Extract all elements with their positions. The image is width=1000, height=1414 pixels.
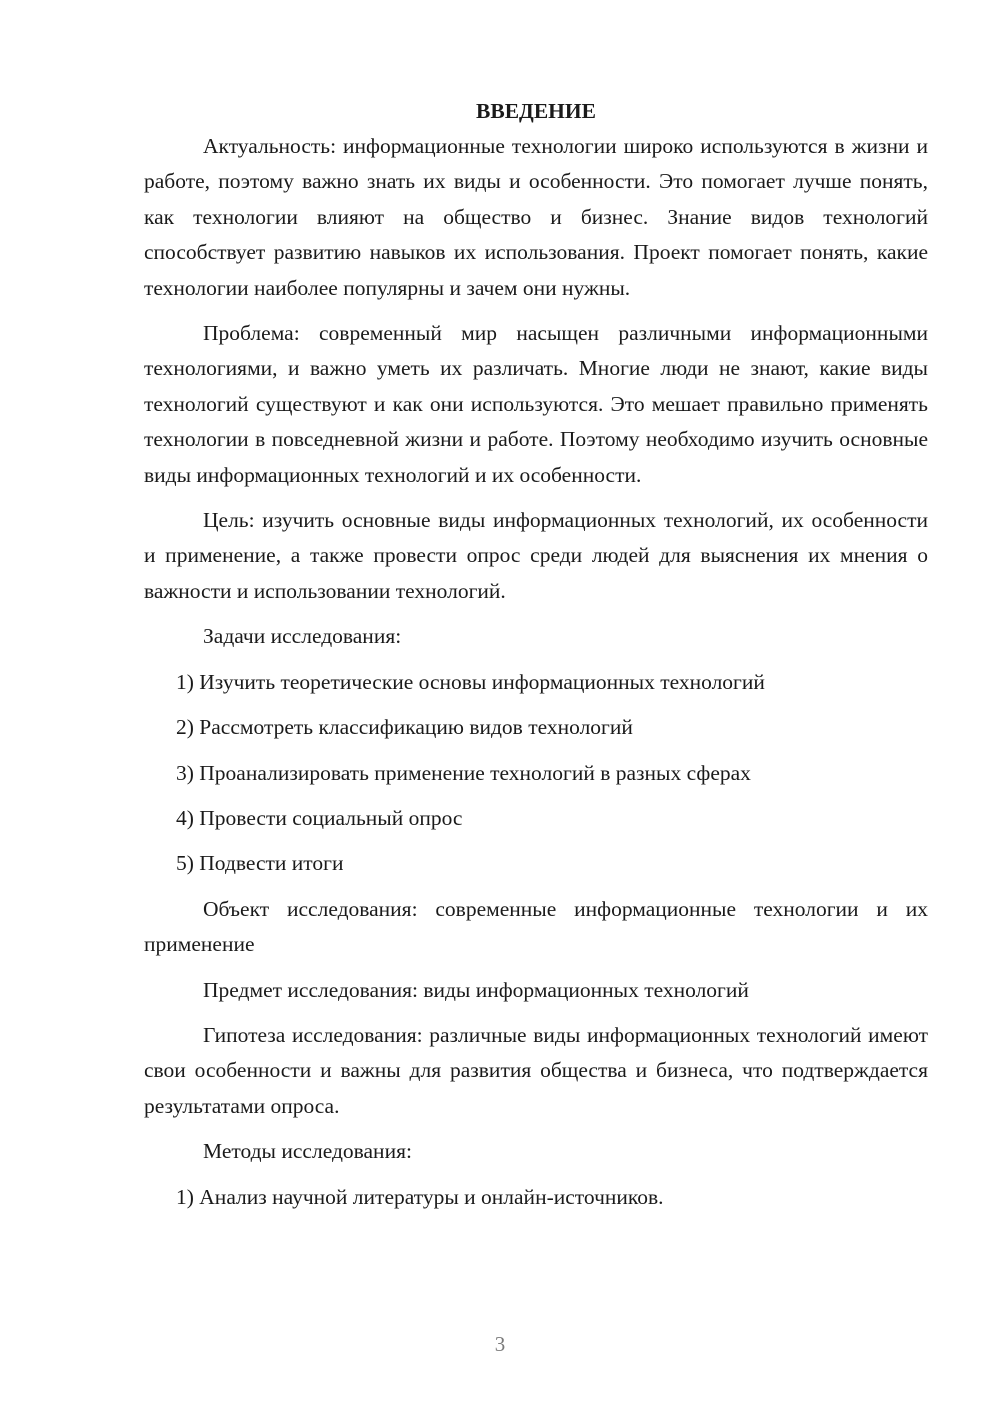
paragraph-goal: Цель: изучить основные виды информационных технологий, их особенности и применение, а также провести опрос среди людей для выяснения их мнения о важности и использовании технологий.	[144, 508, 928, 603]
paragraph-relevance: Актуальность: информационные технологии широко используются в жизни и работе, поэтому важно знать их виды и особенности. Это помогает лучше понять, как технологии влияют на общество и бизнес. Знание видов технологий способствует развитию навыков их использования. Проект помогает понять, какие технологии наиболее популярны и зачем они нужны.	[144, 134, 928, 300]
paragraph-object: Объект исследования: современные информационные технологии и их применение	[144, 896, 928, 957]
paragraph-subject: Предмет исследования: виды информационных технологий	[203, 977, 749, 1002]
tasks-heading: Задачи исследования:	[203, 624, 402, 649]
list-item: 4) Провести социальный опрос	[176, 805, 463, 830]
list-item: 5) Подвести итоги	[176, 851, 344, 876]
page-number: 3	[494, 1332, 506, 1356]
tasks-list	[144, 665, 928, 882]
methods-list	[144, 1180, 928, 1215]
paragraph-problem: Проблема: современный мир насыщен различными информационными технологиями, и важно уметь их различать. Многие люди не знают, какие виды технологий существуют и как они используются. Это мешает правильно применять технологии в повседневной жизни и работе. Поэтому необходимо изучить основные виды информационных технологий и их особенности.	[144, 321, 928, 487]
page-title: ВВЕДЕНИЕ	[476, 99, 596, 123]
list-item: 1) Изучить теоретические основы информационных технологий	[176, 669, 765, 694]
paragraph-hypothesis: Гипотеза исследования: различные виды информационных технологий имеют свои особенности и важны для развития общества и бизнеса, что подтверждается результатами опроса.	[144, 1022, 928, 1118]
list-item: 2) Рассмотреть классификацию видов технологий	[176, 715, 633, 740]
list-item: 1) Анализ научной литературы и онлайн-источников.	[176, 1184, 664, 1209]
document-page	[144, 94, 928, 1225]
methods-heading: Методы исследования:	[203, 1139, 412, 1164]
list-item: 3) Проанализировать применение технологий в разных сферах	[176, 760, 751, 785]
